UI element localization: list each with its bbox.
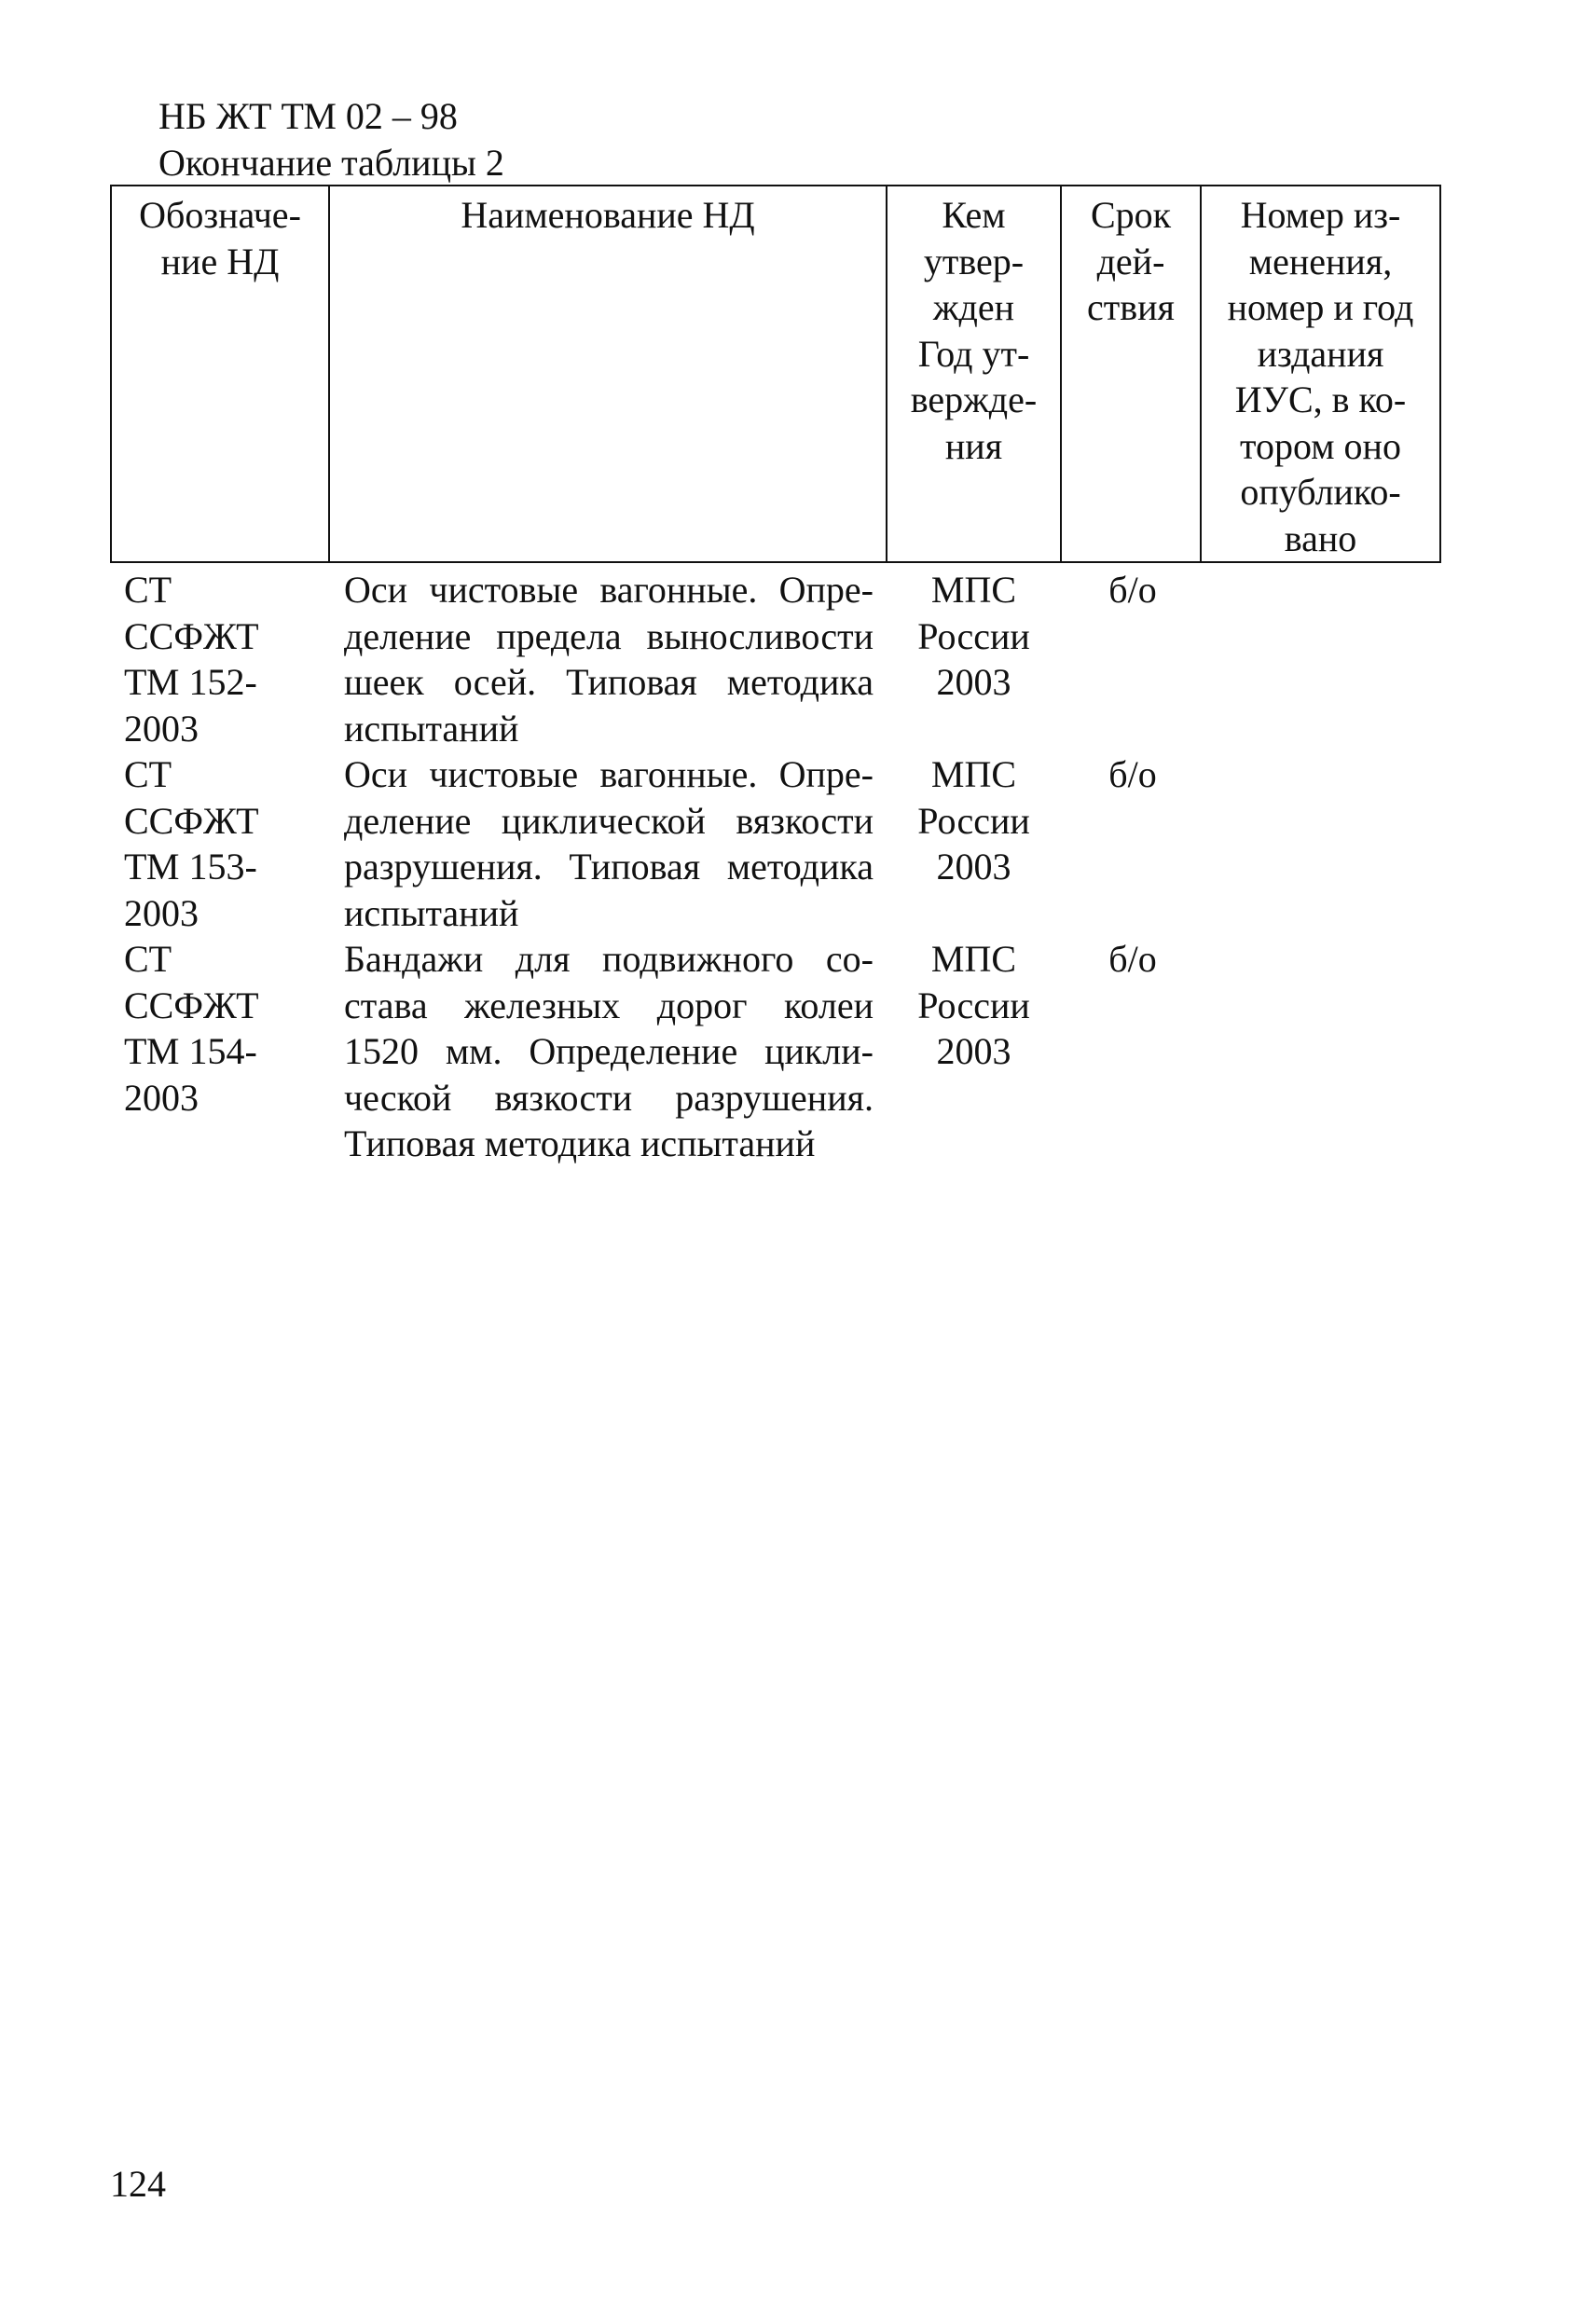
cell-designation: СТ ССФЖТ ТМ 153- 2003 [124,753,259,934]
column-header-name: Наименование НД [329,186,887,562]
cell-term: б/о [1108,938,1157,980]
table-row [111,562,1440,751]
table-header-row [111,186,1440,562]
table-row [111,936,1440,1167]
cell-change [1201,936,1440,1167]
cell-approved: МПС России 2003 [917,753,1030,888]
table-header [111,186,1440,562]
cell-change [1201,562,1440,751]
column-header-term: Срок дей- ствия [1061,186,1201,562]
page-number: 124 [110,2163,166,2205]
nd-table [110,185,1441,1167]
cell-change [1201,751,1440,936]
document-code: НБ ЖТ ТМ 02 – 98 [158,95,458,137]
cell-name: Бандажи для подвижного со-става железных дорог колеи 1520 мм. Определение цикли-ческой вязкости разрушения. Типовая методика испытаний [344,938,874,1164]
table-caption: Окончание таблицы 2 [158,142,504,184]
cell-designation: СТ ССФЖТ ТМ 152- 2003 [124,569,259,750]
column-header-approved: Кем утвер- жден Год ут- вержде- ния [887,186,1061,562]
cell-name: Оси чистовые вагонные. Опре-деление циклической вязкости разрушения. Типовая методика испытаний [344,753,874,934]
column-header-change: Номер из- менения, номер и год издания ИУС, в ко- тором оно опублико- вано [1201,186,1440,562]
column-header-designation: Обозначе- ние НД [111,186,329,562]
cell-approved: МПС России 2003 [917,569,1030,703]
cell-term: б/о [1108,569,1157,611]
table-body [111,562,1440,1167]
table-row [111,751,1440,936]
cell-approved: МПС России 2003 [917,938,1030,1072]
cell-term: б/о [1108,753,1157,795]
cell-designation: СТ ССФЖТ ТМ 154- 2003 [124,938,259,1119]
cell-name: Оси чистовые вагонные. Опре-деление предела выносливости шеек осей. Типовая методика испытаний [344,569,874,750]
